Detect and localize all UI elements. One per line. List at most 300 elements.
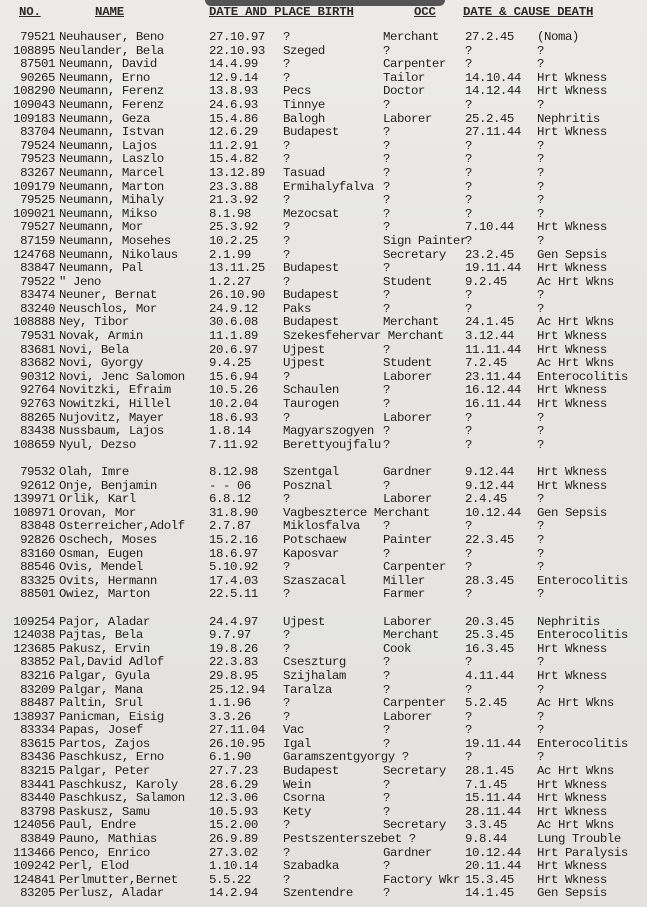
records-table — [0, 31, 647, 901]
record-name: Palgar, Mana — [59, 682, 143, 697]
death-cause: ? — [537, 301, 544, 316]
birth-date: 25.3.92 — [209, 220, 258, 235]
birth-place: ? — [283, 233, 290, 248]
death-date: 19.11.44 — [465, 736, 521, 751]
record-number: 83681 — [20, 342, 55, 357]
record-name: Paltin, Srul — [59, 696, 143, 711]
header-name: NAME — [95, 5, 124, 19]
death-cause: Enterocolitis — [537, 736, 628, 751]
birth-date: 28.6.29 — [209, 777, 258, 792]
record-name: Owiez, Marton — [59, 587, 150, 602]
death-cause: ? — [537, 97, 544, 112]
death-cause: Ac Hrt Wkns — [537, 356, 614, 371]
occupation: ? — [383, 193, 390, 208]
birth-place: Ujpest — [283, 356, 325, 371]
table-row — [0, 262, 647, 276]
occupation: Merchant — [383, 628, 439, 643]
table-row — [0, 561, 647, 575]
death-cause: Hrt Wkness — [537, 125, 607, 140]
occupation: Sign Painter — [383, 233, 467, 248]
death-cause: ? — [537, 152, 544, 167]
record-number: 124038 — [13, 628, 55, 643]
record-name: Penco, Enrico — [59, 845, 150, 860]
death-cause: Hrt Wkness — [537, 84, 607, 99]
record-number: 83441 — [20, 777, 55, 792]
table-row — [0, 221, 647, 235]
birth-place: ? — [283, 138, 290, 153]
table-row — [0, 208, 647, 222]
birth-place: Vagbeszterce Merchant — [283, 505, 430, 520]
death-cause: ? — [537, 193, 544, 208]
record-name: Paschkusz, Salamon — [59, 791, 185, 806]
birth-date: 15.2.00 — [209, 818, 258, 833]
table-row — [0, 330, 647, 344]
birth-date: 15.2.16 — [209, 532, 258, 547]
record-number: 83438 — [20, 424, 55, 439]
table-row — [0, 99, 647, 113]
table-row — [0, 765, 647, 779]
birth-date: 27.11.04 — [209, 723, 265, 738]
birth-date: 21.3.92 — [209, 193, 258, 208]
birth-date: 15.4.86 — [209, 111, 258, 126]
table-row — [0, 194, 647, 208]
birth-date: 31.8.90 — [209, 505, 258, 520]
death-cause: Hrt Wkness — [537, 872, 607, 887]
death-date: 27.11.44 — [465, 125, 521, 140]
death-cause: Hrt Wkness — [537, 397, 607, 412]
death-cause: ? — [537, 233, 544, 248]
occupation: Laborer — [383, 614, 432, 629]
birth-date: 6.1.90 — [209, 750, 251, 765]
death-cause: Ac Hrt Wkns — [537, 315, 614, 330]
death-date: ? — [465, 57, 472, 72]
death-cause: Hrt Wkness — [537, 641, 607, 656]
death-cause: Lung Trouble — [537, 832, 621, 847]
occupation: Gardner — [383, 465, 432, 479]
record-name: Nujovitz, Mayer — [59, 410, 164, 425]
death-date: 22.3.45 — [465, 532, 514, 547]
record-number: 109242 — [13, 859, 55, 874]
birth-place: ? — [283, 152, 290, 167]
death-date: 2.4.45 — [465, 492, 507, 507]
occupation: ? — [383, 668, 390, 683]
table-row — [0, 140, 647, 154]
birth-place: Szekesfehervar Merchant — [283, 329, 444, 344]
record-name: Papas, Josef — [59, 723, 143, 738]
occupation: Gardner — [383, 845, 432, 860]
record-name: Novi, Gyorgy — [59, 356, 143, 371]
record-number: 83436 — [20, 750, 55, 765]
death-date: 23.11.44 — [465, 369, 521, 384]
record-number: 92763 — [20, 397, 55, 412]
death-cause: ? — [537, 750, 544, 765]
death-cause: Enterocolitis — [537, 369, 628, 384]
occupation: ? — [383, 138, 390, 153]
record-number: 113466 — [13, 845, 55, 860]
record-name: Osman, Eugen — [59, 546, 143, 561]
death-cause: Hrt Wkness — [537, 342, 607, 357]
birth-date: 14.2.94 — [209, 886, 258, 901]
death-cause: Gen Sepsis — [537, 886, 607, 901]
table-row — [0, 684, 647, 698]
record-number: 79532 — [20, 465, 55, 479]
table-row — [0, 45, 647, 59]
occupation: Laborer — [383, 492, 432, 507]
record-number: 108659 — [13, 437, 55, 452]
table-row — [0, 357, 647, 371]
birth-date: 30.6.08 — [209, 315, 258, 330]
birth-place: Igal — [283, 736, 311, 751]
occupation: ? — [383, 791, 390, 806]
death-cause: ? — [537, 437, 544, 452]
birth-date: 19.8.26 — [209, 641, 258, 656]
birth-place: ? — [283, 492, 290, 507]
header-occ: OCC — [414, 5, 436, 19]
record-number: 109254 — [13, 614, 55, 629]
birth-date: 18.6.97 — [209, 546, 258, 561]
birth-date: 13.11.25 — [209, 261, 265, 276]
record-name: Neumann, Marcel — [59, 165, 164, 180]
occupation: Laborer — [383, 111, 432, 126]
table-row — [0, 534, 647, 548]
record-number: 83474 — [20, 288, 55, 303]
death-date: 15.11.44 — [465, 791, 521, 806]
birth-place: ? — [283, 641, 290, 656]
occupation: ? — [383, 383, 390, 398]
table-row — [0, 439, 647, 453]
birth-date: 5.5.22 — [209, 872, 251, 887]
record-number: 79521 — [20, 30, 55, 44]
occupation: ? — [383, 97, 390, 112]
record-number: 92826 — [20, 532, 55, 547]
death-cause: Ac Hrt Wkns — [537, 818, 614, 833]
birth-date: - - 06 — [209, 478, 251, 493]
occupation: ? — [383, 777, 390, 792]
table-row — [0, 371, 647, 385]
death-date: 5.2.45 — [465, 696, 507, 711]
record-name: Neumann, Laszlo — [59, 152, 164, 167]
birth-date: 10.2.04 — [209, 397, 258, 412]
birth-place: ? — [283, 274, 290, 289]
death-date: ? — [465, 424, 472, 439]
birth-place: Wein — [283, 777, 311, 792]
birth-date: 13.12.89 — [209, 165, 265, 180]
record-number: 124768 — [13, 247, 55, 262]
death-date: ? — [465, 437, 472, 452]
birth-date: 12.3.06 — [209, 791, 258, 806]
birth-date: 22.10.93 — [209, 43, 265, 58]
death-cause: Hrt Wkness — [537, 777, 607, 792]
death-cause: ? — [537, 709, 544, 724]
record-number: 83325 — [20, 573, 55, 588]
table-row — [0, 507, 647, 521]
birth-place: ? — [283, 587, 290, 602]
death-cause: ? — [537, 424, 544, 439]
occupation: ? — [383, 206, 390, 221]
record-number: 88265 — [20, 410, 55, 425]
death-date: ? — [465, 723, 472, 738]
record-number: 83216 — [20, 668, 55, 683]
death-cause: ? — [537, 546, 544, 561]
table-row — [0, 289, 647, 303]
birth-place: Ujpest — [283, 614, 325, 629]
record-name: Neuschlos, Mor — [59, 301, 157, 316]
birth-place: Potschaew — [283, 532, 346, 547]
death-date: 28.3.45 — [465, 573, 514, 588]
table-row — [0, 806, 647, 820]
death-date: 14.1.45 — [465, 886, 514, 901]
death-cause: (Noma) — [537, 30, 579, 44]
record-number: 83240 — [20, 301, 55, 316]
birth-date: 3.3.26 — [209, 709, 251, 724]
death-cause: ? — [537, 288, 544, 303]
occupation: ? — [383, 152, 390, 167]
occupation: ? — [383, 165, 390, 180]
birth-place: Balogh — [283, 111, 325, 126]
death-cause: Ac Hrt Wkns — [537, 764, 614, 779]
record-number: 83334 — [20, 723, 55, 738]
record-name: Pajor, Aladar — [59, 614, 150, 629]
death-date: 10.12.44 — [465, 505, 521, 520]
occupation: Cook — [383, 641, 411, 656]
death-cause: ? — [537, 57, 544, 72]
record-name: Neulander, Bela — [59, 43, 164, 58]
occupation: Carpenter — [383, 560, 446, 575]
birth-date: 27.10.97 — [209, 30, 265, 44]
record-number: 88546 — [20, 560, 55, 575]
record-name: Neumann, Geza — [59, 111, 150, 126]
record-number: 92612 — [20, 478, 55, 493]
record-name: Nowitzki, Hillel — [59, 397, 171, 412]
birth-place: ? — [283, 247, 290, 262]
record-number: 124841 — [13, 872, 55, 887]
table-row — [0, 126, 647, 140]
birth-date: 26.10.95 — [209, 736, 265, 751]
death-cause: Ac Hrt Wkns — [537, 696, 614, 711]
occupation: Tailor — [383, 70, 425, 85]
table-row — [0, 85, 647, 99]
table-row — [0, 466, 647, 480]
birth-place: Szeged — [283, 43, 325, 58]
birth-date: 8.12.98 — [209, 465, 258, 479]
record-name: Ney, Tibor — [59, 315, 129, 330]
death-date: 16.3.45 — [465, 641, 514, 656]
death-date: 10.12.44 — [465, 845, 521, 860]
death-cause: ? — [537, 587, 544, 602]
record-name: Perlusz, Aladar — [59, 886, 164, 901]
death-date: ? — [465, 750, 472, 765]
record-name: Orovan, Mor — [59, 505, 136, 520]
record-name: Pauno, Mathias — [59, 832, 157, 847]
birth-place: Budapest — [283, 125, 339, 140]
occupation: Merchant — [383, 315, 439, 330]
occupation: ? — [383, 220, 390, 235]
record-name: Neumann, Ferenz — [59, 97, 164, 112]
death-cause: ? — [537, 492, 544, 507]
table-row — [0, 181, 647, 195]
birth-date: 15.4.82 — [209, 152, 258, 167]
table-row — [0, 616, 647, 630]
death-cause: ? — [537, 682, 544, 697]
birth-date: 12.9.14 — [209, 70, 258, 85]
birth-place: Tinnye — [283, 97, 325, 112]
birth-place: Schaulen — [283, 383, 339, 398]
table-row — [0, 344, 647, 358]
death-cause: Hrt Wkness — [537, 478, 607, 493]
death-date: 9.12.44 — [465, 478, 514, 493]
death-date: 25.3.45 — [465, 628, 514, 643]
record-name: Novak, Armin — [59, 329, 143, 344]
occupation: ? — [383, 682, 390, 697]
record-name: Neumann, Pal — [59, 261, 143, 276]
record-name: Novi, Bela — [59, 342, 129, 357]
table-row — [0, 860, 647, 874]
table-row — [0, 779, 647, 793]
death-date: ? — [465, 682, 472, 697]
table-row — [0, 72, 647, 86]
record-name: Paskusz, Samu — [59, 804, 150, 819]
record-name: Perlmutter,Bernet — [59, 872, 178, 887]
table-row — [0, 153, 647, 167]
table-row — [0, 31, 647, 45]
record-name: Neuhauser, Beno — [59, 30, 164, 44]
table-row — [0, 113, 647, 127]
death-cause: Enterocolitis — [537, 573, 628, 588]
birth-date: 24.6.93 — [209, 97, 258, 112]
record-number: 90265 — [20, 70, 55, 85]
birth-date: 1.1.96 — [209, 696, 251, 711]
death-date: ? — [465, 301, 472, 316]
table-row — [0, 303, 647, 317]
table-row — [0, 249, 647, 263]
occupation: ? — [383, 397, 390, 412]
record-number: 109183 — [13, 111, 55, 126]
birth-place: ? — [283, 410, 290, 425]
occupation: ? — [383, 179, 390, 194]
record-name: Perl, Elod — [59, 859, 129, 874]
birth-place: Pecs — [283, 84, 311, 99]
record-number: 139971 — [13, 492, 55, 507]
birth-date: 9.4.25 — [209, 356, 251, 371]
table-row — [0, 58, 647, 72]
birth-place: Ujpest — [283, 342, 325, 357]
record-name: Neumann, Mikso — [59, 206, 157, 221]
birth-place: ? — [283, 220, 290, 235]
birth-date: 6.8.12 — [209, 492, 251, 507]
table-row — [0, 575, 647, 589]
birth-date: 24.4.97 — [209, 614, 258, 629]
death-date: 23.2.45 — [465, 247, 514, 262]
birth-date: 11.1.89 — [209, 329, 258, 344]
birth-place: Szabadka — [283, 859, 339, 874]
birth-place: Kaposvar — [283, 546, 339, 561]
record-name: Nyul, Dezso — [59, 437, 136, 452]
death-cause: ? — [537, 532, 544, 547]
death-cause: ? — [537, 179, 544, 194]
birth-date: 2.1.99 — [209, 247, 251, 262]
birth-date: 27.7.23 — [209, 764, 258, 779]
birth-date: 12.6.29 — [209, 125, 258, 140]
record-number: 83615 — [20, 736, 55, 751]
occupation: ? — [383, 886, 390, 901]
record-number: 83704 — [20, 125, 55, 140]
birth-date: 25.12.94 — [209, 682, 265, 697]
occupation: Farmer — [383, 587, 425, 602]
birth-date: 18.6.93 — [209, 410, 258, 425]
death-cause: Hrt Wkness — [537, 465, 607, 479]
section-gap — [0, 452, 647, 466]
table-row — [0, 276, 647, 290]
birth-date: 7.11.92 — [209, 437, 258, 452]
record-name: Ovis, Mendel — [59, 560, 143, 575]
death-date: ? — [465, 179, 472, 194]
birth-date: 14.4.99 — [209, 57, 258, 72]
record-number: 83440 — [20, 791, 55, 806]
death-date: ? — [465, 655, 472, 670]
record-number: 79522 — [20, 274, 55, 289]
occupation: ? — [383, 478, 390, 493]
birth-place: ? — [283, 872, 290, 887]
birth-place: ? — [283, 560, 290, 575]
birth-date: 2.7.87 — [209, 519, 251, 534]
birth-date: 17.4.03 — [209, 573, 258, 588]
record-name: Neumann, Mihaly — [59, 193, 164, 208]
record-number: 87501 — [20, 57, 55, 72]
table-row — [0, 792, 647, 806]
death-cause: Hrt Wkness — [537, 668, 607, 683]
occupation: ? — [383, 288, 390, 303]
record-name: Neumann, Istvan — [59, 125, 164, 140]
record-number: 109021 — [13, 206, 55, 221]
death-date: ? — [465, 410, 472, 425]
death-date: 3.12.44 — [465, 329, 514, 344]
birth-place: Taralza — [283, 682, 332, 697]
table-row — [0, 235, 647, 249]
occupation: Factory Wkr — [383, 872, 460, 887]
death-cause: ? — [537, 43, 544, 58]
occupation: Student — [383, 274, 432, 289]
record-name: Oschech, Moses — [59, 532, 157, 547]
birth-place: Ermihalyfalva — [283, 179, 374, 194]
death-date: 7.2.45 — [465, 356, 507, 371]
occupation: ? — [383, 736, 390, 751]
record-number: 138937 — [13, 709, 55, 724]
record-number: 83848 — [20, 519, 55, 534]
table-row — [0, 819, 647, 833]
death-cause: Hrt Wkness — [537, 70, 607, 85]
table-row — [0, 316, 647, 330]
birth-place: ? — [283, 818, 290, 833]
birth-date: 22.5.11 — [209, 587, 258, 602]
record-number: 83267 — [20, 165, 55, 180]
table-row — [0, 751, 647, 765]
birth-place: ? — [283, 628, 290, 643]
record-name: Neumann, Mosehes — [59, 233, 171, 248]
birth-date: 22.3.83 — [209, 655, 258, 670]
occupation: Carpenter — [383, 57, 446, 72]
table-row — [0, 847, 647, 861]
occupation: Carpenter — [383, 696, 446, 711]
birth-place: Budapest — [283, 764, 339, 779]
occupation: Laborer — [383, 709, 432, 724]
record-name: Neumann, Lajos — [59, 138, 157, 153]
death-cause: Gen Sepsis — [537, 505, 607, 520]
birth-place: Magyarszogyen — [283, 424, 374, 439]
birth-place: ? — [283, 696, 290, 711]
birth-place: Mezocsat — [283, 206, 339, 221]
record-name: Novi, Jenc Salomon — [59, 369, 185, 384]
occupation: ? — [383, 301, 390, 316]
